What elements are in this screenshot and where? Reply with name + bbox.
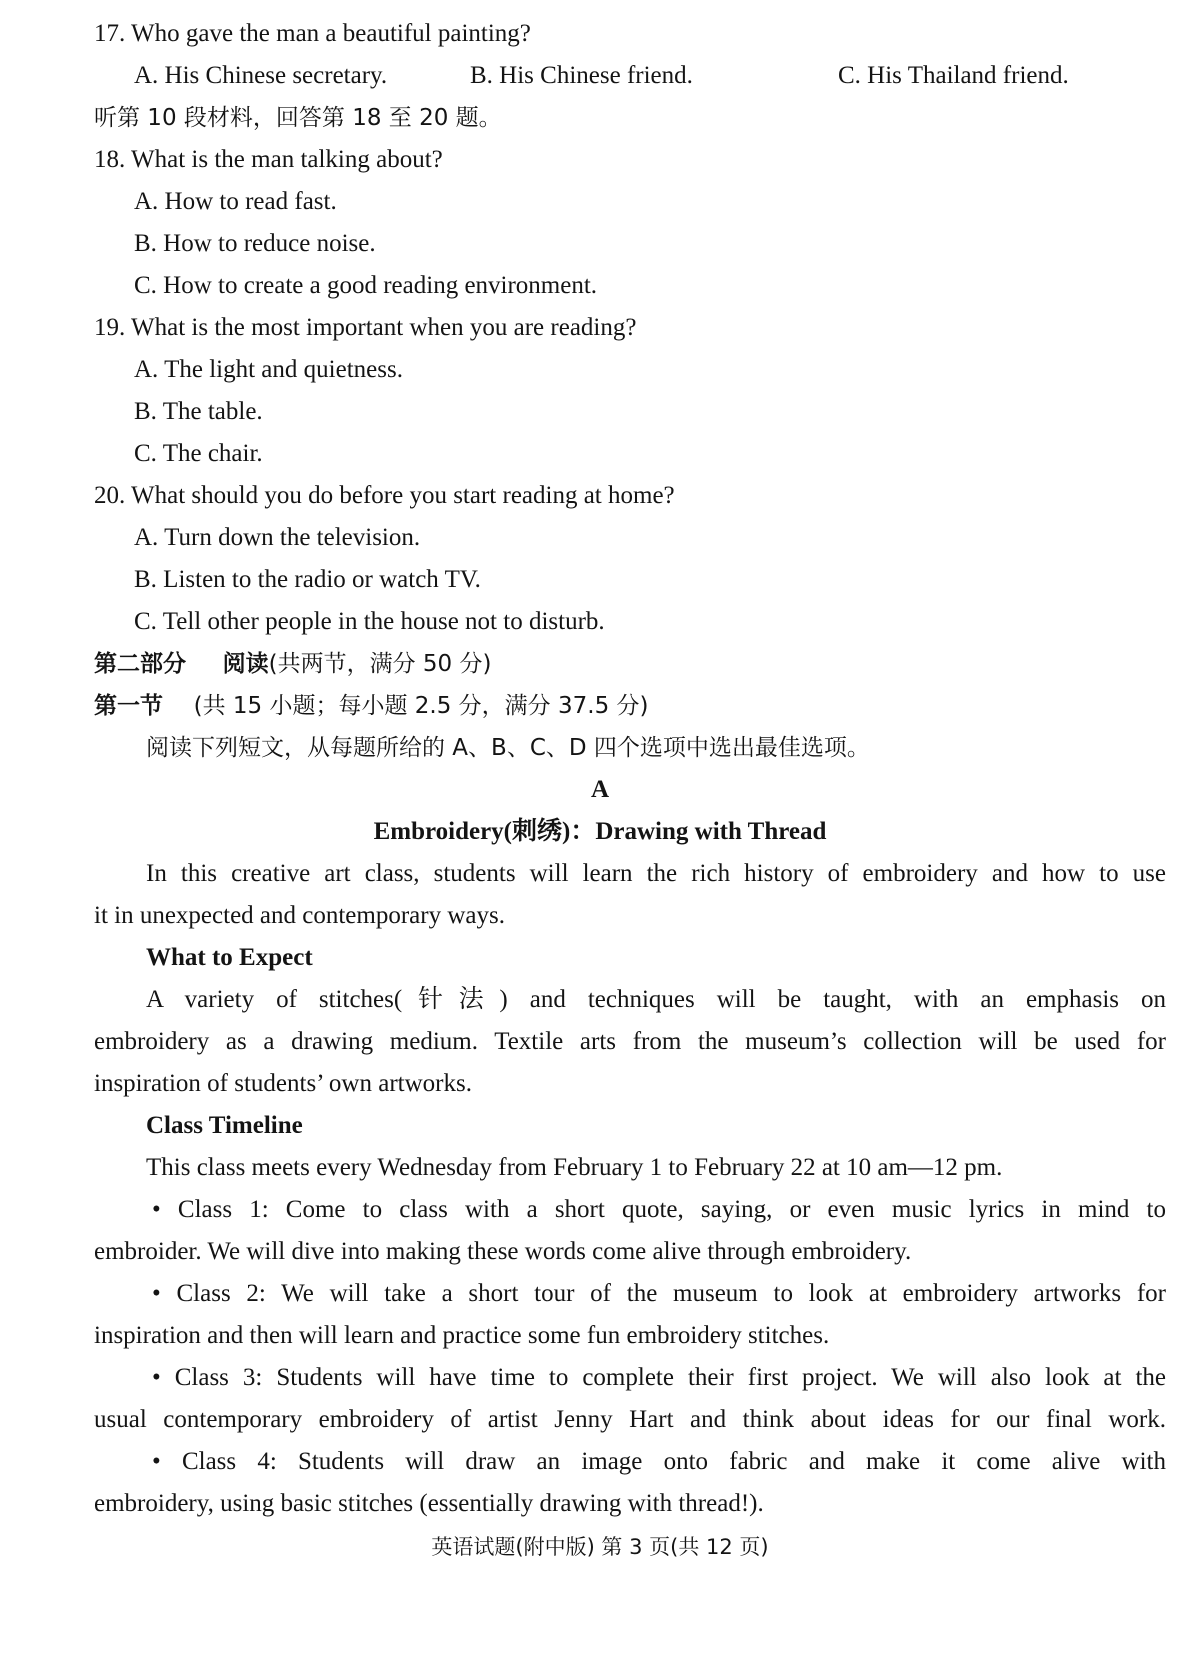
q17-option-c: C. His Thailand friend. — [838, 62, 1069, 89]
section1-heading — [94, 691, 649, 721]
intro-line-1: In this creative art class, students will learn the rich history of embroidery and how to use — [146, 860, 1166, 887]
heading-what-to-expect: What to Expect — [146, 944, 313, 971]
class3-line-2: usual contemporary embroidery of artist Jenny Hart and think about ideas for our final work. — [94, 1406, 1166, 1433]
class4-line-1: • Class 4: Students will draw an image onto fabric and make it come alive with — [152, 1448, 1166, 1475]
q17-option-b: B. His Chinese friend. — [470, 62, 693, 89]
class2-line-1: • Class 2: We will take a short tour of the museum to look at embroidery artworks for — [152, 1280, 1166, 1307]
reading-instruction: 阅读下列短文，从每题所给的 A、B、C、D 四个选项中选出最佳选项。 — [146, 735, 870, 761]
instruction-section-10: 听第 10 段材料，回答第 18 至 20 题。 — [94, 105, 502, 131]
q20-stem: 20. What should you do before you start reading at home? — [94, 482, 675, 509]
part2-heading — [94, 649, 491, 679]
intro-line-2: it in unexpected and contemporary ways. — [94, 902, 505, 929]
expect-line-3: inspiration of students’ own artworks. — [94, 1070, 472, 1097]
q20-option-b: B. Listen to the radio or watch TV. — [134, 566, 481, 593]
q20-option-c: C. Tell other people in the house not to disturb. — [134, 608, 605, 635]
q19-option-c: C. The chair. — [134, 440, 263, 467]
q19-option-a: A. The light and quietness. — [134, 356, 403, 383]
expect-line-2: embroidery as a drawing medium. Textile arts from the museum’s collection will be used for — [94, 1028, 1166, 1055]
section1-title: 第一节 — [94, 693, 163, 719]
class1-line-2: embroider. We will dive into making these words come alive through embroidery. — [94, 1238, 912, 1265]
passage-title: Embroidery(刺绣)：Drawing with Thread — [373, 818, 827, 845]
section1-subtitle: (共 15 小题；每小题 2.5 分，满分 37.5 分) — [193, 693, 649, 719]
q19-stem: 19. What is the most important when you are reading? — [94, 314, 637, 341]
q18-option-c: C. How to create a good reading environment. — [134, 272, 598, 299]
part2-title: 第二部分 — [94, 651, 186, 677]
class2-line-2: inspiration and then will learn and practice some fun embroidery stitches. — [94, 1322, 830, 1349]
q18-option-a: A. How to read fast. — [134, 188, 337, 215]
q20-option-a: A. Turn down the television. — [134, 524, 421, 551]
part2-title-reading: 阅读 — [222, 651, 269, 677]
part2-subtitle: (共两节，满分 50 分) — [268, 651, 492, 677]
q19-option-b: B. The table. — [134, 398, 263, 425]
heading-class-timeline: Class Timeline — [146, 1112, 303, 1139]
passage-letter: A — [590, 776, 610, 803]
timeline-text: This class meets every Wednesday from February 1 to February 22 at 10 am—12 pm. — [146, 1154, 1003, 1181]
page-footer: 英语试题(附中版) 第 3 页(共 12 页) — [431, 1535, 769, 1559]
class3-line-1: • Class 3: Students will have time to complete their first project. We will also look at the — [152, 1364, 1166, 1391]
class1-line-1: • Class 1: Come to class with a short quote, saying, or even music lyrics in mind to — [152, 1196, 1166, 1223]
q18-stem: 18. What is the man talking about? — [94, 146, 443, 173]
q17-stem: 17. Who gave the man a beautiful painting? — [94, 20, 531, 47]
class4-line-2: embroidery, using basic stitches (essentially drawing with thread!). — [94, 1490, 764, 1517]
expect-line-1: A variety of stitches(针法) and techniques will be taught, with an emphasis on — [146, 986, 1166, 1013]
q17-option-a: A. His Chinese secretary. — [134, 62, 388, 89]
q18-option-b: B. How to reduce noise. — [134, 230, 376, 257]
